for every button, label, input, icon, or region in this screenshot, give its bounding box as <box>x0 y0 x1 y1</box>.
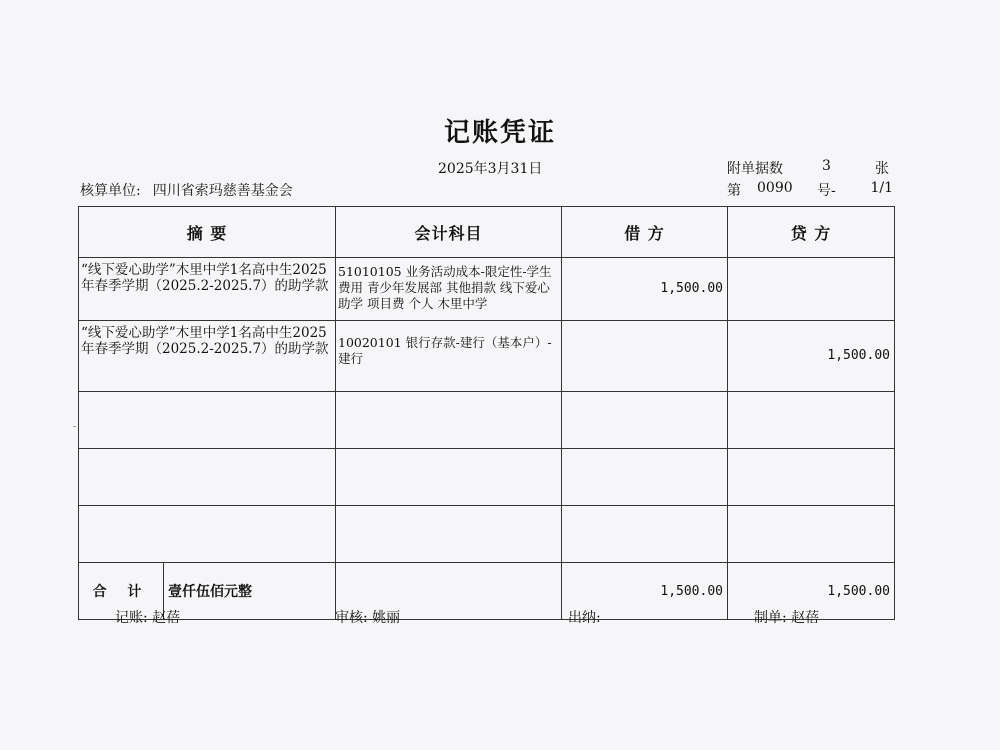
row-debit: 1,500.00 <box>562 258 728 321</box>
voucher-title: 记账凭证 <box>443 118 556 148</box>
auditor: 审核: 姚丽 <box>335 610 401 626</box>
row-credit: 1,500.00 <box>728 321 895 392</box>
preparer: 制单: 赵蓓 <box>754 610 820 626</box>
row-account: 10020101 银行存款-建行（基本户）-建行 <box>336 321 562 392</box>
accounting-unit <box>80 180 293 200</box>
attachments-label: 附单据数 <box>727 161 783 177</box>
header-account: 会计科目 <box>336 207 562 258</box>
attachments-unit: 张 <box>875 161 889 177</box>
voucher-number-suffix: 号- <box>817 183 836 199</box>
header-credit: 贷 方 <box>728 207 895 258</box>
row-credit <box>728 258 895 321</box>
voucher-table <box>78 206 895 620</box>
table-row-empty <box>79 392 895 449</box>
cashier: 出纳: <box>568 610 601 626</box>
table-row-empty <box>79 449 895 506</box>
voucher-number <box>727 180 897 200</box>
total-credit: 1,500.00 <box>728 563 895 620</box>
row-account: 51010105 业务活动成本-限定性-学生费用 青少年发展部 其他捐款 线下爱心助学 项目费 个人 木里中学 <box>336 258 562 321</box>
header-debit: 借 方 <box>562 207 728 258</box>
row-debit <box>562 321 728 392</box>
table-row <box>79 258 895 321</box>
voucher-page-count: 1/1 <box>870 180 893 196</box>
accounting-unit-label: 核算单位: <box>80 183 141 199</box>
table-header-row <box>79 207 895 258</box>
total-debit: 1,500.00 <box>562 563 728 620</box>
accounting-unit-value: 四川省索玛慈善基金会 <box>152 183 293 199</box>
table-row <box>79 321 895 392</box>
voucher-date: 2025年3月31日 <box>438 161 543 177</box>
attachments-count: 3 <box>822 158 831 174</box>
scan-mark <box>73 426 76 427</box>
row-summary: “线下爱心助学”木里中学1名高中生2025年春季学期（2025.2-2025.7）的助学款 <box>79 258 336 321</box>
voucher-number-value: 0090 <box>757 180 793 196</box>
table-row-empty <box>79 506 895 563</box>
row-summary: “线下爱心助学”木里中学1名高中生2025年春季学期（2025.2-2025.7）的助学款 <box>79 321 336 392</box>
attachments-info <box>727 158 889 178</box>
total-amount-words: 壹仟伍佰元整 <box>168 584 252 600</box>
total-label: 合 计 <box>79 563 164 619</box>
voucher-number-prefix: 第 <box>727 183 741 199</box>
header-summary: 摘 要 <box>79 207 336 258</box>
bookkeeper: 记账: 赵蓓 <box>115 610 181 626</box>
